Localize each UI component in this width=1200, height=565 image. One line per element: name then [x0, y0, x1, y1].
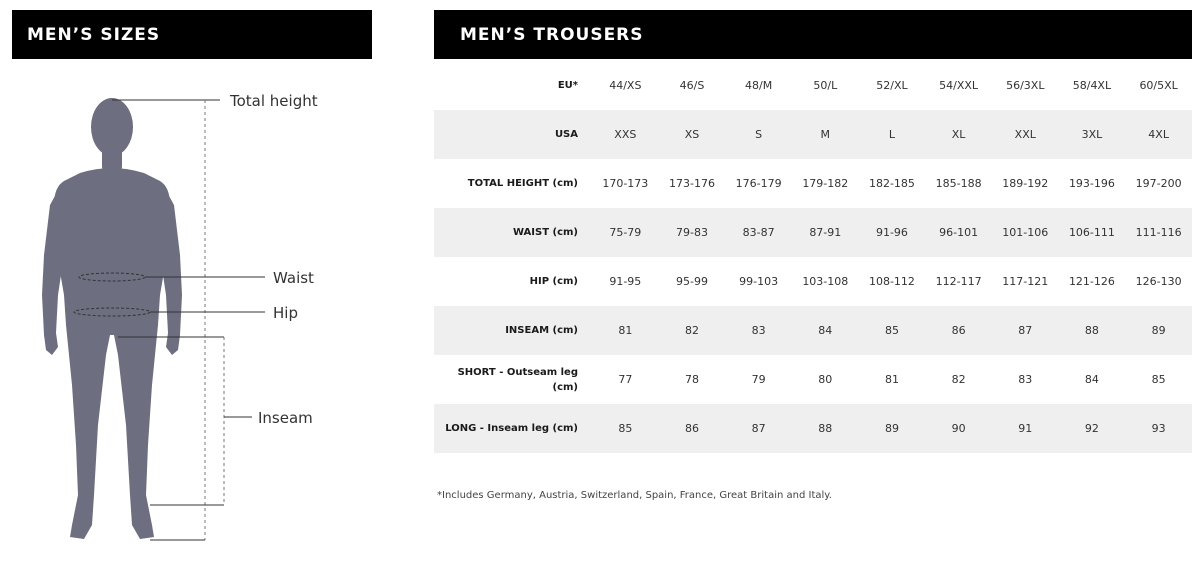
table-cell: 50/L	[813, 79, 838, 92]
mens-trousers-title	[434, 10, 1192, 59]
table-cell: XXS	[592, 110, 659, 159]
table-cell: 87	[725, 404, 792, 453]
table-cell: 101-106	[992, 208, 1059, 257]
mens-sizes-title	[12, 10, 372, 59]
table-cell: 83-87	[725, 208, 792, 257]
row-header: LONG - Inseam leg (cm)	[434, 404, 592, 453]
table-cell: 82	[951, 373, 966, 386]
label-total-height: Total height	[230, 92, 318, 110]
table-row	[434, 355, 1192, 404]
table-cell: 82	[659, 306, 726, 355]
table-cell: 108-112	[868, 275, 915, 288]
table-cell: 81	[884, 373, 899, 386]
table-cell: 77	[618, 373, 633, 386]
table-cell: XS	[659, 110, 726, 159]
table-cell: 88	[1059, 306, 1126, 355]
table-cell: 92	[1059, 404, 1126, 453]
table-cell: 189-192	[1002, 177, 1049, 190]
table-cell: 85	[859, 306, 926, 355]
table-cell: 58/4XL	[1072, 79, 1112, 92]
table-cell: XL	[925, 110, 992, 159]
row-header: USA	[434, 110, 592, 159]
table-cell: 88	[792, 404, 859, 453]
table-cell: 103-108	[802, 275, 849, 288]
label-hip: Hip	[273, 304, 298, 322]
body-measurement-figure	[20, 85, 380, 555]
table-cell: 90	[925, 404, 992, 453]
label-waist: Waist	[273, 269, 314, 287]
table-row	[434, 61, 1192, 110]
table-cell: 182-185	[868, 177, 915, 190]
table-cell: 46/S	[679, 79, 705, 92]
table-cell: 99-103	[739, 275, 779, 288]
table-cell: 176-179	[735, 177, 782, 190]
table-cell: L	[859, 110, 926, 159]
table-cell: 121-126	[1068, 275, 1115, 288]
table-cell: 91	[992, 404, 1059, 453]
table-cell: 197-200	[1135, 177, 1182, 190]
table-cell: 86	[659, 404, 726, 453]
table-cell: 106-111	[1059, 208, 1126, 257]
table-row	[434, 257, 1192, 306]
mens-trousers-title-text: MEN’S TROUSERS	[460, 24, 644, 45]
size-table-body	[434, 61, 1192, 453]
label-inseam: Inseam	[258, 409, 313, 427]
table-row	[434, 110, 1192, 159]
mens-sizes-title-text: MEN’S SIZES	[27, 24, 161, 45]
table-cell: 84	[792, 306, 859, 355]
row-header: SHORT - Outseam leg (cm)	[457, 366, 578, 393]
table-cell: 56/3XL	[1006, 79, 1045, 92]
body-silhouette	[42, 98, 182, 539]
table-cell: XXL	[992, 110, 1059, 159]
table-cell: 80	[818, 373, 833, 386]
table-cell: 83	[725, 306, 792, 355]
table-cell: 54/XXL	[939, 79, 979, 92]
table-cell: 85	[592, 404, 659, 453]
table-cell: 173-176	[669, 177, 715, 190]
table-cell: 112-117	[935, 275, 982, 288]
table-cell: 86	[925, 306, 992, 355]
table-cell: 111-116	[1125, 208, 1192, 257]
table-cell: 87	[992, 306, 1059, 355]
table-cell: 170-173	[602, 177, 649, 190]
table-cell: 3XL	[1059, 110, 1126, 159]
table-cell: 179-182	[802, 177, 849, 190]
table-cell: 79	[751, 373, 766, 386]
table-row	[434, 404, 1192, 453]
table-cell: 79-83	[659, 208, 726, 257]
table-cell: 185-188	[935, 177, 982, 190]
table-cell: 117-121	[1002, 275, 1049, 288]
table-cell: 84	[1084, 373, 1099, 386]
footnote: *Includes Germany, Austria, Switzerland, Spain, France, Great Britain and Italy.	[437, 490, 832, 501]
table-cell: 75-79	[592, 208, 659, 257]
table-cell: 87-91	[792, 208, 859, 257]
table-cell: 96-101	[925, 208, 992, 257]
row-header: EU*	[557, 80, 578, 91]
table-cell: 85	[1151, 373, 1166, 386]
table-cell: 60/5XL	[1139, 79, 1178, 92]
table-cell: 83	[1018, 373, 1033, 386]
table-cell: 89	[859, 404, 926, 453]
table-cell: 95-99	[676, 275, 708, 288]
row-header: TOTAL HEIGHT (cm)	[467, 178, 578, 189]
table-cell: 89	[1125, 306, 1192, 355]
row-header: WAIST (cm)	[434, 208, 592, 257]
table-cell: 91-96	[859, 208, 926, 257]
table-row	[434, 306, 1192, 355]
table-cell: 81	[592, 306, 659, 355]
row-header: HIP (cm)	[529, 276, 578, 287]
table-cell: 193-196	[1068, 177, 1115, 190]
table-cell: 48/M	[745, 79, 773, 92]
table-cell: 78	[684, 373, 699, 386]
size-table	[434, 61, 1192, 453]
row-header: INSEAM (cm)	[434, 306, 592, 355]
table-cell: S	[725, 110, 792, 159]
table-cell: 4XL	[1125, 110, 1192, 159]
table-cell: 93	[1125, 404, 1192, 453]
table-cell: 126-130	[1135, 275, 1182, 288]
table-row	[434, 159, 1192, 208]
table-row	[434, 208, 1192, 257]
table-cell: 44/XS	[609, 79, 642, 92]
table-cell: M	[792, 110, 859, 159]
table-cell: 52/XL	[876, 79, 908, 92]
table-cell: 91-95	[609, 275, 642, 288]
